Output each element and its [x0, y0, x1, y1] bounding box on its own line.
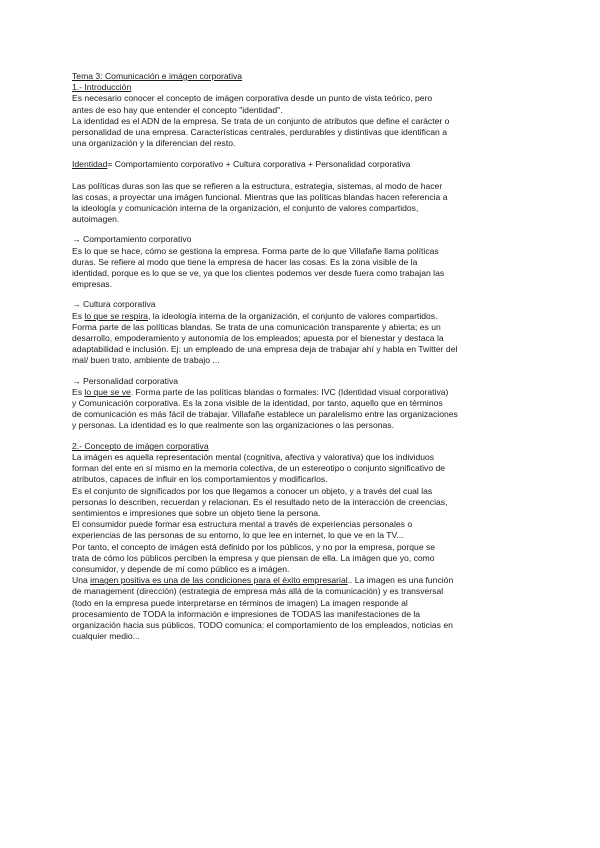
cultura-heading: → Cultura corporativa	[72, 299, 156, 310]
text-line: procesamiento de TODA la información e impresiones de TODAS las manifestaciones de la	[72, 608, 421, 619]
document-page	[72, 71, 532, 642]
text-fragment: . Forma parte de las políticas blandas o formales: IVC (Identidad visual corporativa)	[130, 386, 449, 397]
text-line: Por tanto, el concepto de imágen está definido por los públicos, y no por la empresa, porque se	[72, 541, 436, 552]
document-title: Tema 3: Comunicación e imágen corporativa	[72, 71, 243, 81]
text-line: cualquier medio...	[72, 631, 140, 642]
text-line: La imágen es aquella representación mental (cognitiva, afectiva y valorativa) que los individuos	[72, 451, 435, 462]
intro-paragraph	[72, 93, 532, 149]
comportamiento-section	[72, 234, 532, 290]
text-line: trata de cómo los públicos perciben la empresa y que piensan de ella. La imágen que yo, como	[72, 552, 435, 563]
text-line: consumidor, y depende de mí como público es a imágen.	[72, 563, 290, 574]
text-line: Es el conjunto de significados por los que llegamos a conocer un objeto, y a través del cual las	[72, 485, 433, 496]
text-line: personalidad de una empresa. Características centrales, perdurables y distintivas que identifican a	[72, 127, 447, 138]
cultura-section	[72, 299, 532, 366]
text-line: una organización y la diferencian del resto.	[72, 138, 236, 149]
text-line: forman del ente en sí mismo en la memoria colectiva, de un estereotipo o conjunto significativo de	[72, 463, 446, 474]
text-fragment: , la ideología interna de la organización, el conjunto de valores compartidos.	[147, 310, 438, 321]
personalidad-heading: → Personalidad corporativa	[72, 375, 179, 386]
section-2	[72, 441, 532, 643]
text-line	[72, 387, 532, 398]
text-line: duras. Se refiere al modo que tiene la empresa de hacer las cosas. Es la zona visible de la	[72, 256, 418, 267]
text-line: Las políticas duras son las que se refieren a la estructura, estrategia, sistemas, al modo de hacer	[72, 180, 443, 191]
text-line: El consumidor puede formar esa estructura mental a través de experiencias personales o	[72, 519, 413, 530]
text-line: antes de eso hay que entender el concepto "identidad".	[72, 104, 283, 115]
text-line: adaptabilidad e inclusión. Ej: un empleado de una empresa deja de trabajar ahí y habla en Twitter del	[72, 344, 458, 355]
text-fragment: .. La imagen es una función	[347, 575, 454, 586]
text-line: atributos, capaces de influir en los comportamientos y modificarlos.	[72, 474, 328, 485]
section-2-heading: 2.- Concepto de imágen corporativa	[72, 440, 209, 451]
identity-equation	[72, 159, 532, 170]
text-line: sentimientos e impresiones que sobre un objeto tiene la persona.	[72, 507, 321, 518]
text-line: experiencias de las personas de su entorno, lo que lee en internet, lo que ve en la TV...	[72, 530, 404, 541]
text-line: desarrollo, empoderamiento y autonomía de los empleados; apuesta por el bienestar y destaca la	[72, 333, 444, 344]
text-line: las cosas, a proyectar una imágen funcional. Mientras que las políticas blandas hacen referencia a	[72, 191, 448, 202]
section-1-heading: 1.- Introducción	[72, 82, 132, 93]
text-line: y personas. La identidad es lo que realmente son las organizaciones o las personas.	[72, 420, 394, 431]
text-line	[72, 575, 532, 586]
text-line: y Comunicación corporativa. Es la zona visible de la identidad, por tanto, aquello que en términos	[72, 398, 443, 409]
comportamiento-heading: → Comportamiento corporativo	[72, 234, 192, 245]
text-fragment: Es	[72, 386, 85, 397]
identity-term: Identidad	[72, 159, 108, 170]
underlined-phrase: imagen positiva es una de las condiciones para el éxito empresarial	[90, 575, 348, 586]
text-fragment: Una	[72, 575, 91, 586]
text-line: empresas.	[72, 279, 113, 290]
text-line: identidad, porque es lo que se ve, ya que los clientes podemos ver desde fuera como trabajan las	[72, 268, 445, 279]
underlined-phrase: lo que se respira	[84, 310, 148, 321]
text-fragment: Es	[72, 310, 85, 321]
text-line: La identidad es el ADN de la empresa. Se trata de un conjunto de atributos que define el carácter o	[72, 115, 450, 126]
text-line: personas lo describen, recuerdan y relacionan. Es el resultado neto de la interacción de creencias,	[72, 496, 448, 507]
text-line: Forma parte de las políticas blandas. Se trata de una comunicación transparente y abierta; es un	[72, 321, 441, 332]
text-line: de management (dirección) (estrategia de empresa más allá de la comunicación) y es transversal	[72, 586, 444, 597]
underlined-phrase: lo que se ve	[84, 386, 131, 397]
text-line: de comunicación es más fácil de trabajar. Villafañe establece un paralelismo entre las organizaciones	[72, 409, 458, 420]
text-line: la ideología y comunicación interna de la organización, el conjunto de valores compartidos,	[72, 203, 419, 214]
text-line: Es necesario conocer el concepto de imágen corporativa desde un punto de vista teórico, pero	[72, 93, 433, 104]
text-line: mal/ buen trato, ambiente de trabajo ...	[72, 355, 220, 366]
text-line: autoimagen.	[72, 214, 120, 225]
text-line	[72, 311, 532, 322]
text-line: Es lo que se hace, cómo se gestiona la empresa. Forma parte de lo que Villafañe llama políticas	[72, 245, 439, 256]
identity-formula: = Comportamiento corporativo + Cultura corporativa + Personalidad corporativa	[107, 159, 411, 170]
text-line: (todo en la empresa puede interpretarse en términos de imagen) La imagen responde al	[72, 597, 408, 608]
personalidad-section	[72, 376, 532, 432]
text-line: organización hacia sus públicos. TODO comunica: el comportamiento de los empleados, noticias en	[72, 619, 453, 630]
policies-paragraph	[72, 181, 532, 226]
